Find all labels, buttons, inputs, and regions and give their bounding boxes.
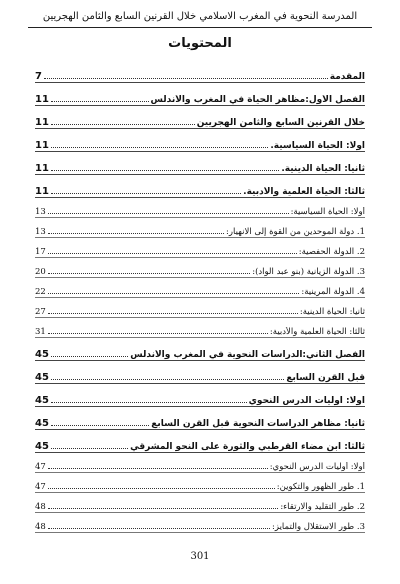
toc-entry-label: قبل القرن السابع (286, 373, 365, 383)
toc-entry-page: 48 (35, 522, 46, 532)
toc-dot-leader (44, 78, 328, 79)
toc-entry-page: 45 (35, 441, 49, 452)
toc-entry-label: 4. الدولة المرينية: (301, 287, 365, 297)
toc-entry (35, 175, 365, 198)
toc-entry-label: ثانيا: مظاهر الدراسات النحوية قبل القرن السابع (151, 419, 365, 429)
toc-entry-label: الفصل الأول:مظاهر الحياة في المغرب والأندلس (150, 95, 365, 105)
toc-dot-leader (48, 508, 278, 509)
toc-entry-label: ثانيا: الحياة الدينية. (281, 164, 365, 174)
toc-entry-page: 31 (35, 327, 46, 337)
toc-entry-page: 48 (35, 502, 46, 512)
toc-dot-leader (51, 170, 279, 171)
toc-entry (35, 473, 365, 493)
toc-dot-leader (48, 488, 275, 489)
toc-dot-leader (48, 528, 270, 529)
toc-entry-page: 11 (35, 94, 49, 105)
toc-entry-page: 11 (35, 117, 49, 128)
toc-entry-label: أولا: الحياة السياسية. (270, 141, 365, 151)
toc-dot-leader (51, 425, 149, 426)
toc-entry-page: 45 (35, 349, 49, 360)
toc-entry (35, 60, 365, 83)
toc-entry-page: 11 (35, 186, 49, 197)
toc-entry-label: 3. الدولة الزيانية (بنو عبد الواد): (252, 267, 365, 277)
toc-entry-label: أولا: أوليات الدرس النحوي (248, 396, 365, 406)
page-number: 301 (190, 551, 210, 562)
toc-dot-leader (51, 101, 149, 102)
toc-entry-page: 47 (35, 462, 46, 472)
toc-dot-leader (48, 253, 297, 254)
toc-entry (35, 407, 365, 430)
toc-entry (35, 129, 365, 152)
toc-dot-leader (51, 379, 284, 380)
toc-entry (35, 318, 365, 338)
toc-dot-leader (48, 333, 268, 334)
toc-dot-leader (51, 193, 241, 194)
toc-entry-page: 20 (35, 267, 46, 277)
toc-entry (35, 430, 365, 453)
toc-entry-page: 27 (35, 307, 46, 317)
toc-dot-leader (51, 448, 128, 449)
toc-entry-page: 11 (35, 140, 49, 151)
toc-entry-page: 11 (35, 163, 49, 174)
toc-title: المحتويات (168, 36, 232, 51)
toc-dot-leader (51, 124, 195, 125)
toc-dot-leader (48, 293, 300, 294)
toc-entry-page: 7 (35, 71, 42, 82)
toc-entry-page: 45 (35, 418, 49, 429)
toc-entry-label: ثالثا: الحياة العلمية والأدبية: (269, 327, 365, 337)
toc-entry (35, 493, 365, 513)
toc-entry (35, 198, 365, 218)
toc-entry-page: 13 (35, 227, 46, 237)
toc-dot-leader (48, 313, 298, 314)
toc-entry-label: أولا: الحياة السياسية: (290, 207, 365, 217)
toc-entry (35, 238, 365, 258)
toc-entry-page: 45 (35, 372, 49, 383)
toc-entry-label: الفصل الثاني:الدراسات النحوية في المغرب والأندلس (130, 350, 365, 360)
toc-dot-leader (51, 356, 128, 357)
toc-entry-label: 1. طور الظهور والتكوين: (276, 482, 365, 492)
toc-entry-label: ثانيا: الحياة الدينية: (299, 307, 365, 317)
toc-list (35, 60, 365, 533)
toc-entry (35, 513, 365, 533)
toc-entry (35, 453, 365, 473)
toc-entry-page: 47 (35, 482, 46, 492)
toc-entry-page: 22 (35, 287, 46, 297)
toc-entry-label: خلال القرنين السابع والثامن الهجريين (196, 118, 365, 128)
toc-entry-label: 2. الدولة الحفصية: (298, 247, 365, 257)
toc-entry (35, 152, 365, 175)
toc-entry-label: 2. طور التقليد والارتقاء: (280, 502, 365, 512)
toc-entry-page: 45 (35, 395, 49, 406)
toc-entry (35, 298, 365, 318)
toc-entry (35, 361, 365, 384)
toc-entry-page: 17 (35, 247, 46, 257)
toc-dot-leader (51, 402, 247, 403)
toc-entry-page: 13 (35, 207, 46, 217)
running-header: المدرسة النحوية في المغرب الاسلامي خلال القرنين السابع والثامن الهجريين (42, 11, 358, 22)
toc-entry (35, 278, 365, 298)
toc-entry (35, 384, 365, 407)
toc-dot-leader (48, 213, 289, 214)
toc-entry-label: ثالثا: ابن مضاء القرطبي والثورة على النحو المشرقي (130, 442, 365, 452)
toc-entry (35, 338, 365, 361)
toc-entry (35, 218, 365, 238)
toc-dot-leader (48, 233, 224, 234)
toc-dot-leader (48, 273, 250, 274)
toc-entry-label: أولا: أوليات الدرس النحوي: (269, 462, 365, 472)
toc-dot-leader (48, 468, 268, 469)
toc-entry-label: 3. طور الاستقلال والتمايز: (272, 522, 365, 532)
toc-entry-label: المقدمة (329, 72, 365, 82)
toc-entry (35, 83, 365, 106)
toc-entry (35, 106, 365, 129)
header-rule (28, 27, 372, 28)
toc-dot-leader (51, 147, 268, 148)
toc-entry-label: ثالثا: الحياة العلمية والأدبية. (243, 187, 365, 197)
toc-entry (35, 258, 365, 278)
toc-entry-label: 1. دولة الموحدين من القوة إلى الانهيار: (226, 227, 365, 237)
